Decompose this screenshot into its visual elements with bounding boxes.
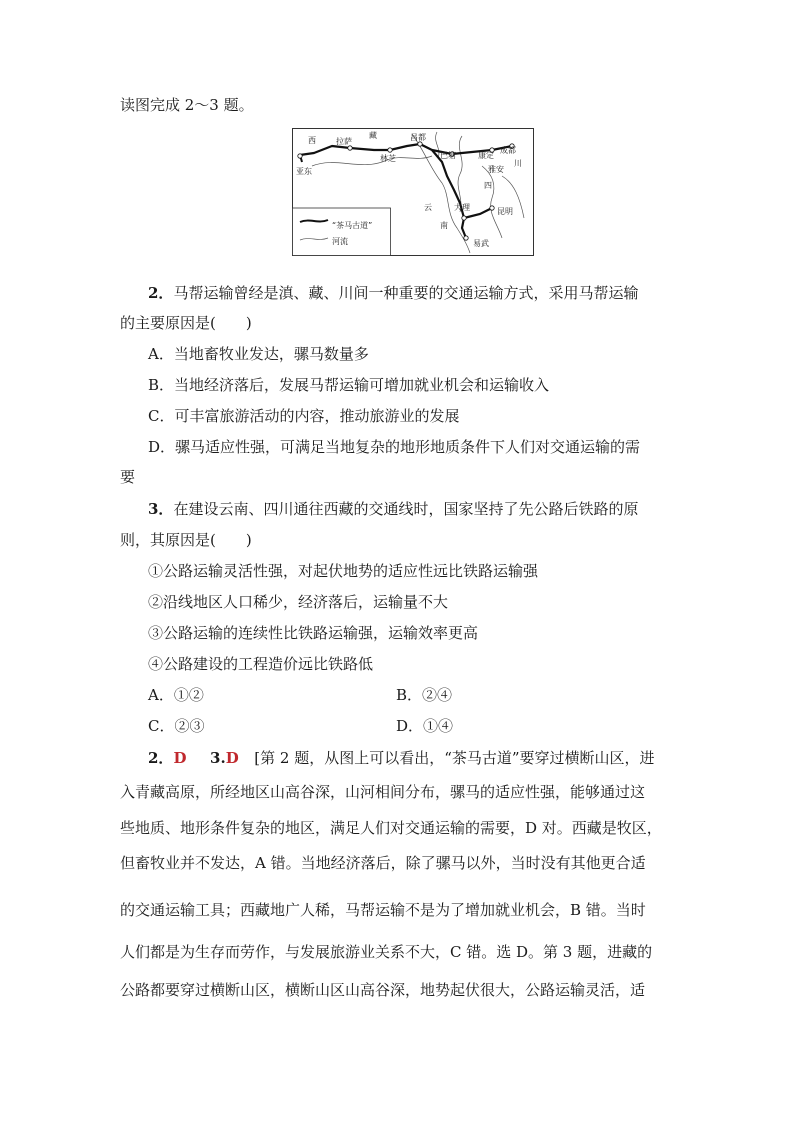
- q3-option-c: C．②③: [148, 717, 205, 735]
- q3-stem1: 在建设云南、四川通往西藏的交通线时，国家坚持了先公路后铁路的原: [173, 500, 639, 518]
- map-label: 四: [484, 181, 492, 190]
- map-label: 易武: [473, 239, 489, 248]
- map-label: 雅安: [488, 165, 504, 174]
- map-label: 藏: [369, 131, 377, 140]
- answer-q3-number: 3.: [210, 749, 226, 767]
- legend-road-swatch: [300, 220, 328, 222]
- city-marker: [418, 142, 422, 146]
- legend-river-label: 河流: [332, 237, 348, 246]
- q3-option-a: A．①②: [148, 686, 204, 704]
- city-marker: [348, 146, 352, 150]
- q2-stem1: 马帮运输曾经是滇、藏、川间一种重要的交通运输方式，采用马帮运输: [173, 284, 639, 302]
- answer-q2-choice: D: [173, 749, 187, 767]
- q2-stem-line1: [148, 283, 638, 303]
- q3-statement-3: ③公路运输的连续性比铁路运输强，运输效率更高: [148, 624, 479, 642]
- q3-option-d: D．①④: [396, 717, 454, 735]
- q2-option-a: A．当地畜牧业发达，骡马数量多: [148, 345, 369, 363]
- q3-statement-1: ①公路运输灵活性强，对起伏地势的适应性远比铁路运输强: [148, 562, 539, 580]
- explanation-line2: 入青藏高原，所经地区山高谷深，山河相间分布，骡马的适应性强，能够通过这: [120, 783, 646, 801]
- explanation-line4: 但畜牧业并不发达，A 错。当地经济落后，除了骡马以外，当时没有其他更合适: [120, 854, 646, 872]
- legend-road-label: “茶马古道”: [332, 221, 373, 230]
- q2-option-d-line1: D．骡马适应性强，可满足当地复杂的地形地质条件下人们对交通运输的需: [148, 438, 641, 456]
- tea-horse-road-map: [292, 128, 534, 256]
- explanation-line6: 人们都是为生存而劳作，与发展旅游业关系不大，C 错。选 D。第 3 题，进藏的: [120, 943, 653, 961]
- intro-text: 读图完成 2～3 题。: [120, 96, 254, 114]
- answer-q3-choice: D: [225, 749, 239, 767]
- map-label: 昆明: [497, 207, 513, 216]
- q3-stem-line1: [148, 499, 638, 519]
- map-legend-box: [293, 208, 391, 256]
- q3-stem-line2: 则，其原因是( ): [120, 531, 252, 549]
- map-label: 昌都: [410, 133, 426, 142]
- q2-option-d-line2: 要: [120, 468, 136, 486]
- q2-stem-line2: 的主要原因是( ): [120, 314, 252, 332]
- q3-statement-4: ④公路建设的工程造价远比铁路低: [148, 655, 374, 673]
- city-marker: [490, 206, 494, 210]
- map-label: 亚东: [296, 167, 312, 176]
- city-marker: [464, 236, 468, 240]
- map-label: 西: [308, 136, 316, 145]
- city-marker: [388, 148, 392, 152]
- q2-number: 2．: [148, 284, 174, 302]
- q3-statement-2: ②沿线地区人口稀少，经济落后，运输量不大: [148, 593, 449, 611]
- explanation-line7: 公路都要穿过横断山区，横断山区山高谷深，地势起伏很大，公路运输灵活，适: [120, 981, 646, 999]
- map-label: 成都: [500, 146, 516, 155]
- q3-number: 3．: [148, 500, 174, 518]
- city-marker: [462, 216, 466, 220]
- map-label: 南: [440, 221, 448, 230]
- map-label: 拉萨: [336, 137, 352, 146]
- q3-option-b: B．②④: [396, 686, 453, 704]
- map-label: 川: [514, 159, 522, 168]
- answer-line1: [148, 748, 655, 768]
- map-label: 大理: [454, 203, 470, 212]
- map-label: 康定: [478, 151, 494, 160]
- explanation-line3: 些地质、地形条件复杂的地区，满足人们对交通运输的需要，D 对。西藏是牧区，: [120, 819, 662, 837]
- city-marker: [298, 154, 302, 158]
- map-label: 巴塘: [440, 151, 456, 160]
- explanation-line5: 的交通运输工具；西藏地广人稀，马帮运输不是为了增加就业机会，B 错。当时: [120, 901, 646, 919]
- q2-option-c: C．可丰富旅游活动的内容，推动旅游业的发展: [148, 407, 460, 425]
- explanation-line1: [第 2 题，从图上可以看出，“茶马古道”要穿过横断山区，进: [254, 749, 655, 767]
- answer-q2-number: 2．: [148, 749, 174, 767]
- map-label: 云: [424, 203, 432, 212]
- map-label: 林芝: [380, 154, 396, 163]
- q2-option-b: B．当地经济落后，发展马帮运输可增加就业机会和运输收入: [148, 376, 550, 394]
